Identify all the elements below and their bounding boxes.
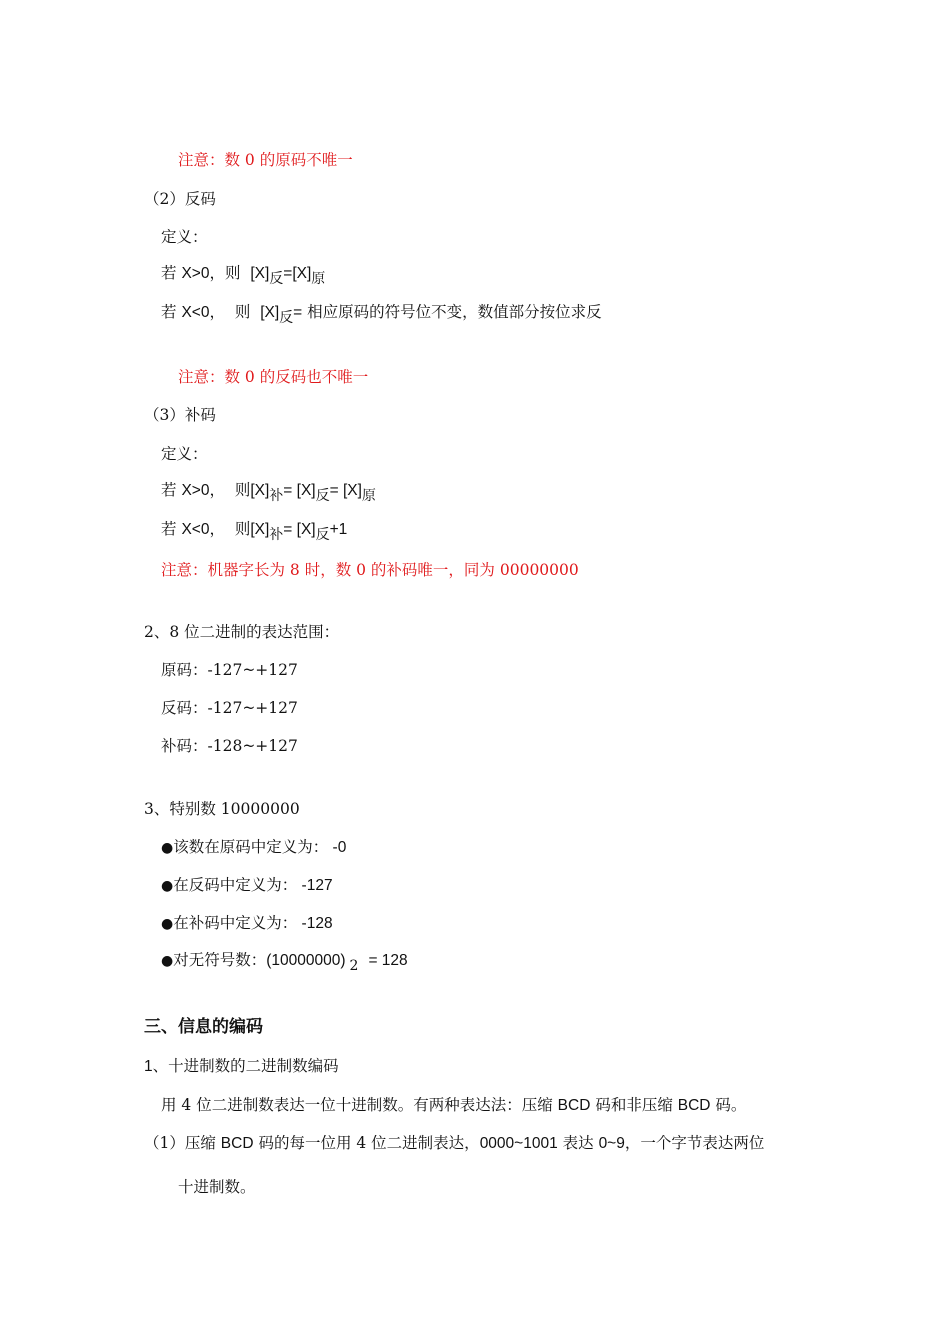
range-ones-complement: 反码：-127~+127 [161, 699, 298, 717]
special-item-text: 在补码中定义为： [173, 914, 298, 932]
bullet-icon: ● [161, 878, 174, 894]
rule-equals: = [293, 304, 303, 321]
twos-complement-negative-rule [161, 519, 348, 543]
special-item-result: = 128 [368, 952, 408, 969]
rule-lhs: [X] [250, 265, 270, 282]
rule-term-a-subscript: 补 [269, 527, 284, 543]
rule-then: 则 [234, 520, 251, 538]
section-heading: 三、信息的编码 [144, 1017, 263, 1037]
packed-bcd-paragraph [144, 1133, 764, 1154]
rule-prefix: 若 [161, 520, 182, 538]
rule-prefix: 若 [161, 264, 182, 282]
special-item-text: 在反码中定义为： [173, 876, 298, 894]
rule-condition: X<0， [181, 304, 225, 321]
rule-lhs-subscript: 反 [269, 271, 284, 287]
subsection-number: 1 [144, 1058, 153, 1075]
special-item-subscript: 2 [349, 958, 359, 974]
paragraph-text: 码和非压缩 [590, 1096, 678, 1114]
paragraph-text: ，一个字节表达两位 [624, 1134, 765, 1152]
special-item-text: 对无符号数： [173, 951, 267, 969]
rule-condition: X>0， [181, 265, 225, 282]
special-item-value: -128 [297, 915, 333, 932]
rule-term-b-subscript: 反 [315, 527, 330, 543]
bcd-term: BCD [220, 1135, 254, 1152]
bcd-term: BCD [677, 1097, 711, 1114]
bullet-icon: ● [161, 840, 174, 856]
special-number-heading: 3、特别数 10000000 [144, 800, 300, 818]
special-item-ones-complement [161, 875, 333, 896]
rule-term-b: = [X] [283, 521, 316, 538]
bcd-range: 0000~1001 [479, 1135, 558, 1152]
range-heading: 2、8 位二进制的表达范围： [144, 623, 340, 641]
ones-complement-negative-rule [161, 302, 602, 326]
digit-range: 0~9 [598, 1135, 625, 1152]
paragraph-text: 码的每一位用 4 位二进制表达， [253, 1134, 480, 1152]
packed-bcd-paragraph-continuation: 十进制数。 [178, 1178, 256, 1196]
rule-term-c-subscript: 原 [361, 488, 376, 504]
rule-then: 则 [224, 264, 241, 282]
rule-term-a: [X] [250, 482, 270, 499]
rule-prefix: 若 [161, 303, 182, 321]
bcd-intro-paragraph [161, 1095, 746, 1116]
bullet-icon: ● [161, 953, 174, 969]
range-twos-complement: 补码：-128~+127 [161, 737, 298, 755]
rule-term-c: +1 [329, 521, 348, 538]
special-item-value: -127 [297, 877, 333, 894]
subsection-heading [144, 1056, 339, 1077]
rule-description: 相应原码的符号位不变，数值部分按位求反 [302, 303, 602, 321]
rule-then: 则 [234, 303, 251, 321]
ones-complement-definition-label: 定义： [161, 228, 208, 246]
rule-term-a-subscript: 补 [269, 488, 284, 504]
rule-term-b: = [X] [283, 482, 316, 499]
twos-complement-positive-rule [161, 480, 376, 504]
special-item-sign-magnitude [161, 837, 346, 858]
special-item-twos-complement [161, 913, 333, 934]
paragraph-text: （1）压缩 [144, 1134, 221, 1152]
rule-rhs: =[X] [283, 265, 312, 282]
paragraph-text: 码。 [710, 1096, 747, 1114]
bullet-icon: ● [161, 916, 174, 932]
ones-complement-heading: （2）反码 [144, 190, 216, 208]
paragraph-text: 表达 [557, 1134, 599, 1152]
bcd-term: BCD [557, 1097, 591, 1114]
special-item-value: -0 [328, 839, 347, 856]
rule-prefix: 若 [161, 481, 182, 499]
note-sign-magnitude: 注意：数 0 的原码不唯一 [178, 151, 353, 169]
ones-complement-positive-rule [161, 263, 326, 287]
special-item-value: (10000000) [266, 952, 346, 969]
subsection-title: 、十进制数的二进制数编码 [152, 1057, 339, 1075]
twos-complement-heading: （3）补码 [144, 406, 216, 424]
twos-complement-definition-label: 定义： [161, 445, 208, 463]
special-item-text: 该数在原码中定义为： [173, 838, 329, 856]
rule-lhs: [X] [260, 304, 280, 321]
paragraph-text: 用 4 位二进制数表达一位十进制数。有两种表达法：压缩 [161, 1096, 558, 1114]
range-sign-magnitude: 原码：-127~+127 [161, 661, 298, 679]
special-item-unsigned [161, 950, 408, 974]
rule-then: 则 [234, 481, 251, 499]
rule-term-c: = [X] [329, 482, 362, 499]
rule-rhs-subscript: 原 [311, 271, 326, 287]
rule-lhs-subscript: 反 [279, 310, 294, 326]
rule-term-b-subscript: 反 [315, 488, 330, 504]
rule-condition: X>0， [181, 482, 225, 499]
note-twos-complement: 注意：机器字长为 8 时，数 0 的补码唯一，同为 00000000 [161, 561, 579, 579]
rule-condition: X<0， [181, 521, 225, 538]
note-ones-complement: 注意：数 0 的反码也不唯一 [178, 368, 369, 386]
rule-term-a: [X] [250, 521, 270, 538]
